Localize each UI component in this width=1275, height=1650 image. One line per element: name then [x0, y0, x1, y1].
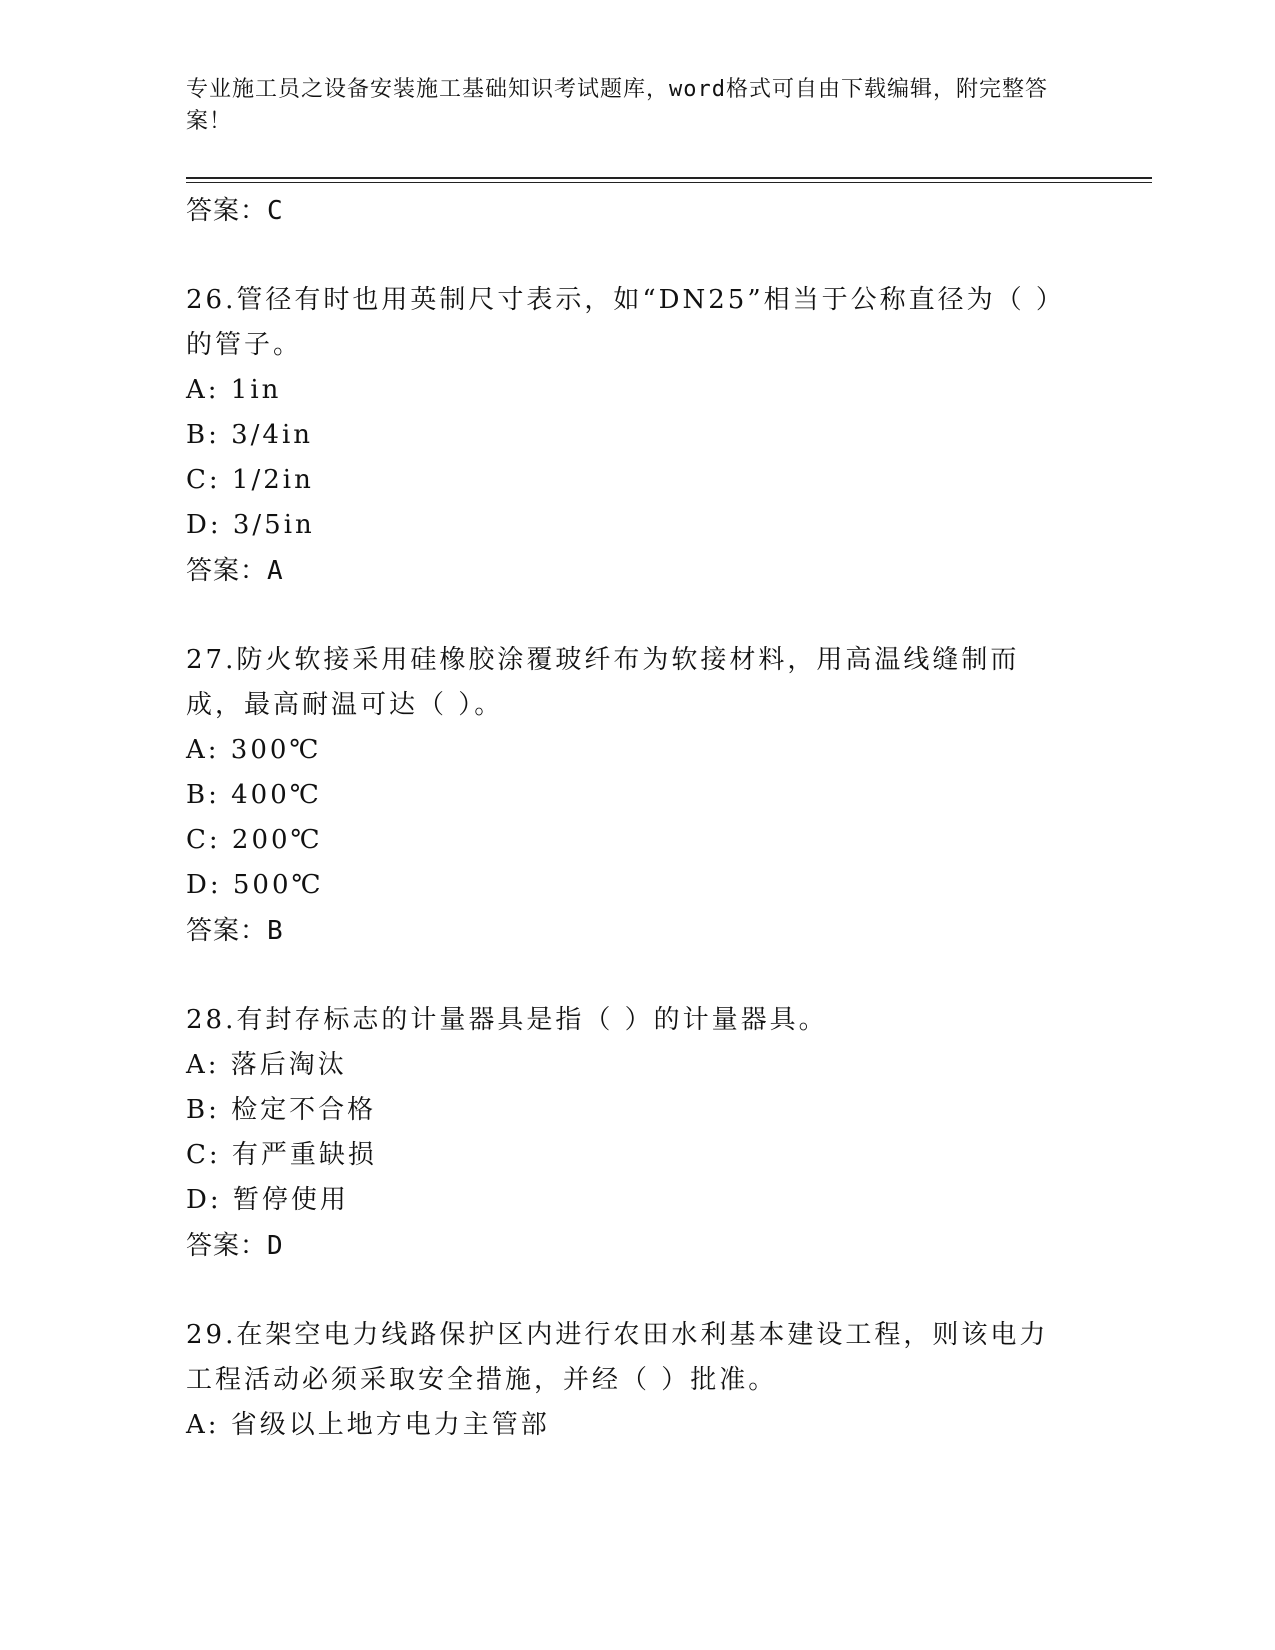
option-a: A: 1in [186, 375, 282, 405]
option-b: B: 3/4in [186, 420, 314, 450]
option-c: C: 1/2in [186, 465, 314, 495]
question-29 [186, 1313, 1086, 1448]
option-d: D: 3/5in [186, 510, 315, 540]
option-b: B: 400℃ [186, 780, 322, 810]
option-c: C: 有严重缺损 [186, 1140, 377, 1170]
question-list [186, 188, 1086, 1448]
answer-line: 答案：C [186, 196, 284, 226]
option-b: B: 检定不合格 [186, 1095, 377, 1125]
option-d: D: 500℃ [186, 870, 324, 900]
question-27 [186, 638, 1086, 954]
option-a: A: 省级以上地方电力主管部 [186, 1410, 550, 1440]
header-divider-thin [186, 182, 1152, 183]
question-stem: 27.防火软接采用硅橡胶涂覆玻纤布为软接材料，用高温线缝制而成，最高耐温可达（ ）。 [186, 645, 1020, 720]
question-stem: 26.管径有时也用英制尺寸表示，如“DN25”相当于公称直径为（ ）的管子。 [186, 285, 1065, 360]
option-c: C: 200℃ [186, 825, 323, 855]
option-d: D: 暂停使用 [186, 1185, 349, 1215]
option-a: A: 落后淘汰 [186, 1050, 347, 1080]
question-26 [186, 278, 1086, 594]
page-header: 专业施工员之设备安装施工基础知识考试题库，word格式可自由下载编辑，附完整答案！ [186, 77, 1048, 134]
question-stem: 29.在架空电力线路保护区内进行农田水利基本建设工程，则该电力工程活动必须采取安全措施，并经（ ）批准。 [186, 1320, 1049, 1395]
option-a: A: 300℃ [186, 735, 322, 765]
header-divider-thick [186, 177, 1152, 179]
answer-line: 答案：D [186, 1231, 284, 1261]
question-stem: 28.有封存标志的计量器具是指（ ）的计量器具。 [186, 1005, 828, 1035]
answer-line: 答案：B [186, 916, 284, 946]
question-28 [186, 998, 1086, 1269]
answer-line: 答案：A [186, 556, 284, 586]
